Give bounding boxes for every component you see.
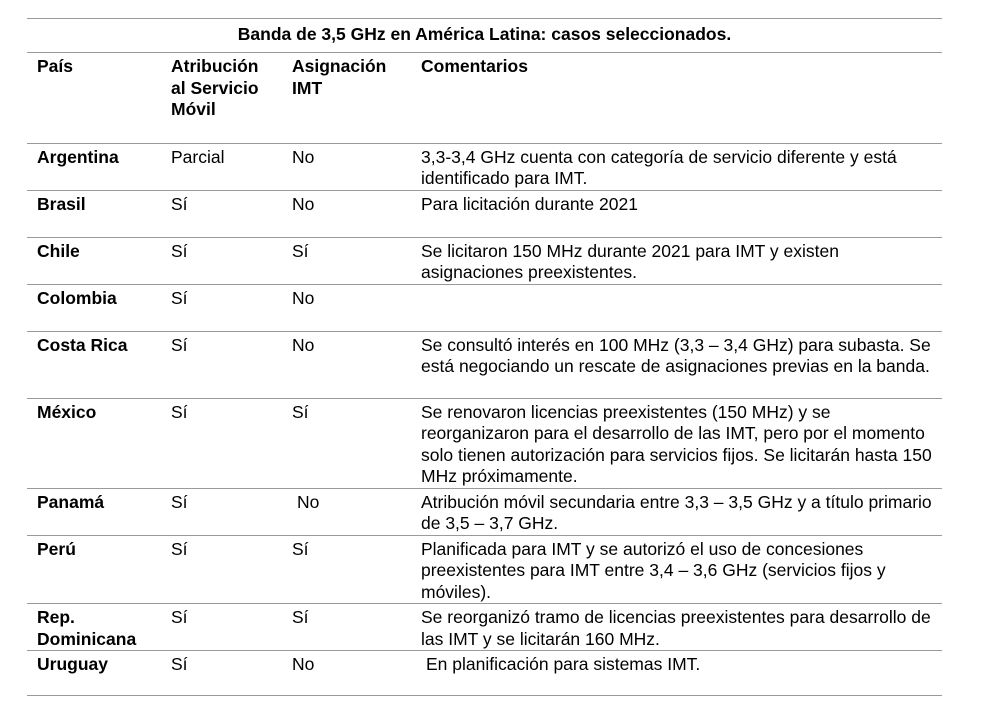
attribution-cell: Sí [161,604,282,651]
attribution-cell: Sí [161,535,282,604]
country-cell: Costa Rica [27,331,161,398]
header-country: País [37,56,73,76]
attribution-cell: Sí [161,237,282,284]
assignment-cell: No [282,651,411,696]
header-comments: Comentarios [421,56,528,76]
assignment-cell: No [282,331,411,398]
assignment-cell: Sí [282,237,411,284]
table-row [27,284,942,331]
table-row [27,143,942,190]
comments-cell [411,284,942,331]
table-row [27,488,942,535]
country-cell: Argentina [27,143,161,190]
comments-cell: Se licitaron 150 MHz durante 2021 para IMT y existen asignaciones preexistentes. [411,237,942,284]
country-cell: Perú [27,535,161,604]
comments-cell: Planificada para IMT y se autorizó el uso de concesiones preexistentes para IMT entre 3,4 – 3,6 GHz (servicios fijos y móviles). [411,535,942,604]
header-row [27,53,942,143]
table-row [27,398,942,488]
attribution-cell: Sí [161,284,282,331]
country-cell: Panamá [27,488,161,535]
assignment-cell: No [282,284,411,331]
header-assignment: Asignación IMT [292,56,387,98]
attribution-cell: Parcial [161,143,282,190]
spectrum-table [27,53,942,696]
document [27,18,942,696]
table-row [27,651,942,696]
attribution-cell: Sí [161,190,282,237]
country-cell: Uruguay [27,651,161,696]
country-cell: Brasil [27,190,161,237]
assignment-cell: No [282,190,411,237]
comments-cell: Se reorganizó tramo de licencias preexistentes para desarrollo de las IMT y se licitarán 160 MHz. [411,604,942,651]
header-attribution: Atribución al Servicio Móvil [171,56,259,119]
table-row [27,604,942,651]
attribution-cell: Sí [161,651,282,696]
assignment-cell: No [282,143,411,190]
assignment-cell: No [282,488,411,535]
attribution-cell: Sí [161,488,282,535]
attribution-cell: Sí [161,398,282,488]
table-caption: Banda de 3,5 GHz en América Latina: casos seleccionados. [27,18,942,53]
comments-cell: En planificación para sistemas IMT. [411,651,942,696]
comments-cell: Se consultó interés en 100 MHz (3,3 – 3,4 GHz) para subasta. Se está negociando un rescate de asignaciones previas en la banda. [411,331,942,398]
table-body [27,143,942,696]
country-cell: Rep. Dominicana [27,604,161,651]
assignment-cell: Sí [282,398,411,488]
comments-cell: Atribución móvil secundaria entre 3,3 – 3,5 GHz y a título primario de 3,5 – 3,7 GHz. [411,488,942,535]
table-row [27,535,942,604]
country-cell: Colombia [27,284,161,331]
table-row [27,237,942,284]
assignment-cell: Sí [282,604,411,651]
table-row [27,190,942,237]
country-cell: Chile [27,237,161,284]
table-row [27,331,942,398]
comments-cell: Para licitación durante 2021 [411,190,942,237]
assignment-cell: Sí [282,535,411,604]
comments-cell: 3,3-3,4 GHz cuenta con categoría de servicio diferente y está identificado para IMT. [411,143,942,190]
comments-cell: Se renovaron licencias preexistentes (150 MHz) y se reorganizaron para el desarrollo de las IMT, pero por el momento solo tienen autorización para servicios fijos. Se licitarán hasta 150 MHz próximamente. [411,398,942,488]
attribution-cell: Sí [161,331,282,398]
country-cell: México [27,398,161,488]
